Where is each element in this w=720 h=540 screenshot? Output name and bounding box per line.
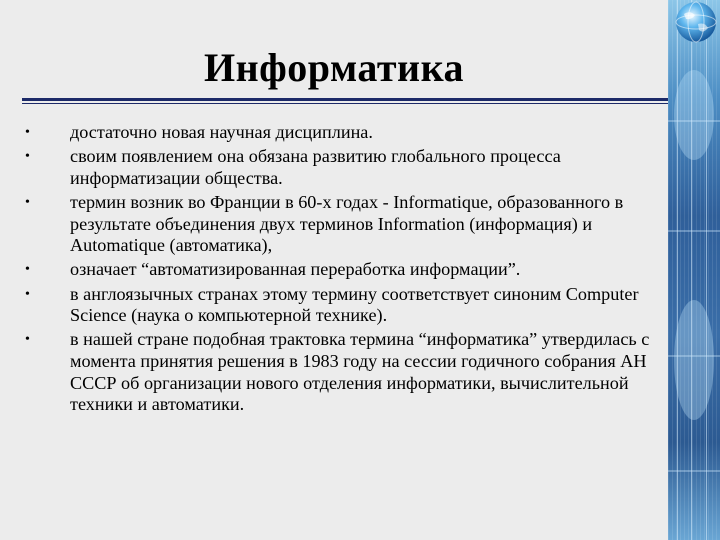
title-underline-thick xyxy=(22,98,668,101)
bullet-marker: • xyxy=(25,149,30,165)
bullet-item xyxy=(18,146,663,189)
bullet-marker: • xyxy=(25,332,30,348)
bullet-text: своим появлением она обязана развитию глобального процесса информатизации общества. xyxy=(70,146,561,188)
bullet-marker: • xyxy=(25,194,30,210)
bullet-marker: • xyxy=(25,125,30,140)
bullet-item xyxy=(18,192,663,257)
bullet-item xyxy=(18,329,663,415)
bullet-item xyxy=(18,259,663,281)
bullet-item xyxy=(18,284,663,327)
globe-icon xyxy=(668,0,720,60)
title-underline-thin xyxy=(22,103,668,104)
strip-bar xyxy=(668,355,720,357)
decorative-side-strip xyxy=(668,0,720,540)
strip-line xyxy=(706,0,707,540)
bullet-text: в англоязычных странах этому термину соответствует синоним Computer Science (наука о компьютерной технике). xyxy=(70,283,639,326)
bullet-text: означает “автоматизированная переработка информации”. xyxy=(70,259,521,280)
strip-glow xyxy=(674,300,714,420)
bullet-text: в нашей стране подобная трактовка термина “информатика” утвердилась с момента принятия решения в 1983 году на сессии годичного собрания АН СССР об организации нового отделения информатики, вычислительной техники и автоматики. xyxy=(70,329,650,415)
bullet-item xyxy=(18,122,663,144)
strip-line xyxy=(677,0,678,540)
strip-line xyxy=(691,0,692,540)
bullet-text: достаточно новая научная дисциплина. xyxy=(70,122,373,142)
strip-bar xyxy=(668,470,720,472)
bullet-marker: • xyxy=(25,262,30,278)
slide-title: Информатика xyxy=(203,45,465,90)
strip-bar xyxy=(668,120,720,122)
strip-glow xyxy=(674,70,714,160)
bullet-list xyxy=(18,122,663,418)
strip-bar xyxy=(668,230,720,232)
bullet-text: термин возник во Франции в 60-х годах - Informatique, образованного в результате объединения двух терминов Information (информация) и Automatique (автоматика), xyxy=(70,191,624,256)
bullet-marker: • xyxy=(25,286,30,302)
